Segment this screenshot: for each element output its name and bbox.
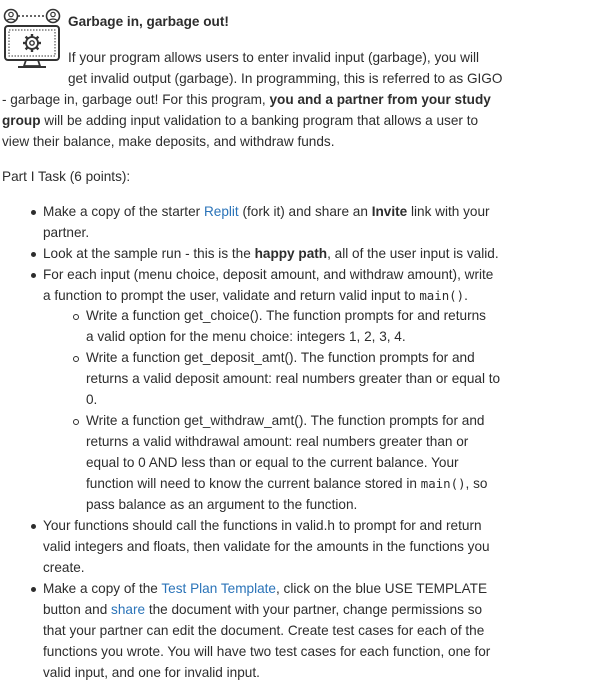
list-item-cont: create. [43, 560, 85, 575]
intro-line-1: If your program allows users to enter invalid input (garbage), you will [68, 50, 480, 65]
list-item: Look at the sample run - this is the happy path, all of the user input is valid. [43, 246, 499, 261]
bullet-dot [31, 587, 36, 592]
computer-gear-people-icon [2, 8, 62, 70]
sub-list-item-cont: equal to 0 AND less than or equal to the current balance. Your [86, 455, 459, 470]
sub-list-item-cont: function will need to know the current balance stored in main(), so [86, 476, 488, 491]
page-title: Garbage in, garbage out! [68, 14, 229, 29]
list-item: Make a copy of the starter Replit (fork it) and share an Invite link with your [43, 204, 490, 219]
intro-line-5: view their balance, make deposits, and withdraw funds. [2, 134, 335, 149]
sub-list-item-cont: returns a valid deposit amount: real numbers greater than or equal to [86, 371, 501, 386]
list-item-cont: a function to prompt the user, validate and return valid input to main(). [43, 288, 468, 303]
list-item-cont: that your partner can edit the document. Create test cases for each of the [43, 623, 485, 638]
sub-list-item-cont: pass balance as an argument to the function. [86, 497, 358, 512]
bullet-dot [31, 210, 36, 215]
sub-list-item-cont: a valid option for the menu choice: integers 1, 2, 3, 4. [86, 329, 406, 344]
bullet-dot [31, 252, 36, 257]
list-item-cont: button and share the document with your partner, change permissions so [43, 602, 483, 617]
intro-line-3: - garbage in, garbage out! For this program, you and a partner from your study [2, 92, 491, 107]
intro-line-2: get invalid output (garbage). In programming, this is referred to as GIGO [68, 71, 503, 86]
list-item: Your functions should call the functions in valid.h to prompt for and return [43, 518, 482, 533]
sub-list-item-cont: 0. [86, 392, 98, 407]
sub-list-item: Write a function get_choice(). The function prompts for and returns [86, 308, 486, 323]
share-link[interactable]: share [111, 602, 146, 617]
intro-line-4: group will be adding input validation to a banking program that allows a user to [2, 113, 479, 128]
bullet-dot [31, 273, 36, 278]
replit-link[interactable]: Replit [203, 204, 239, 219]
sub-bullet-circle [73, 314, 79, 320]
list-item-cont: valid input, and one for invalid input. [43, 665, 260, 680]
list-item: For each input (menu choice, deposit amount, and withdraw amount), write [43, 267, 494, 282]
test-plan-template-link[interactable]: Test Plan Template [161, 581, 276, 596]
list-item: Make a copy of the Test Plan Template, click on the blue USE TEMPLATE [43, 581, 488, 596]
list-item-cont: valid integers and floats, then validate for the amounts in the functions you [43, 539, 490, 554]
sub-bullet-circle [73, 356, 79, 362]
sub-bullet-circle [73, 419, 79, 425]
list-item-cont: functions you wrote. You will have two test cases for each function, one for [43, 644, 491, 659]
list-item-cont: partner. [43, 225, 90, 240]
bullet-dot [31, 524, 36, 529]
sub-list-item-cont: returns a valid withdrawal amount: real numbers greater than or [86, 434, 469, 449]
part-heading: Part I Task (6 points): [2, 169, 131, 184]
sub-list-item: Write a function get_deposit_amt(). The function prompts for and [86, 350, 475, 365]
sub-list-item: Write a function get_withdraw_amt(). The function prompts for and [86, 413, 485, 428]
